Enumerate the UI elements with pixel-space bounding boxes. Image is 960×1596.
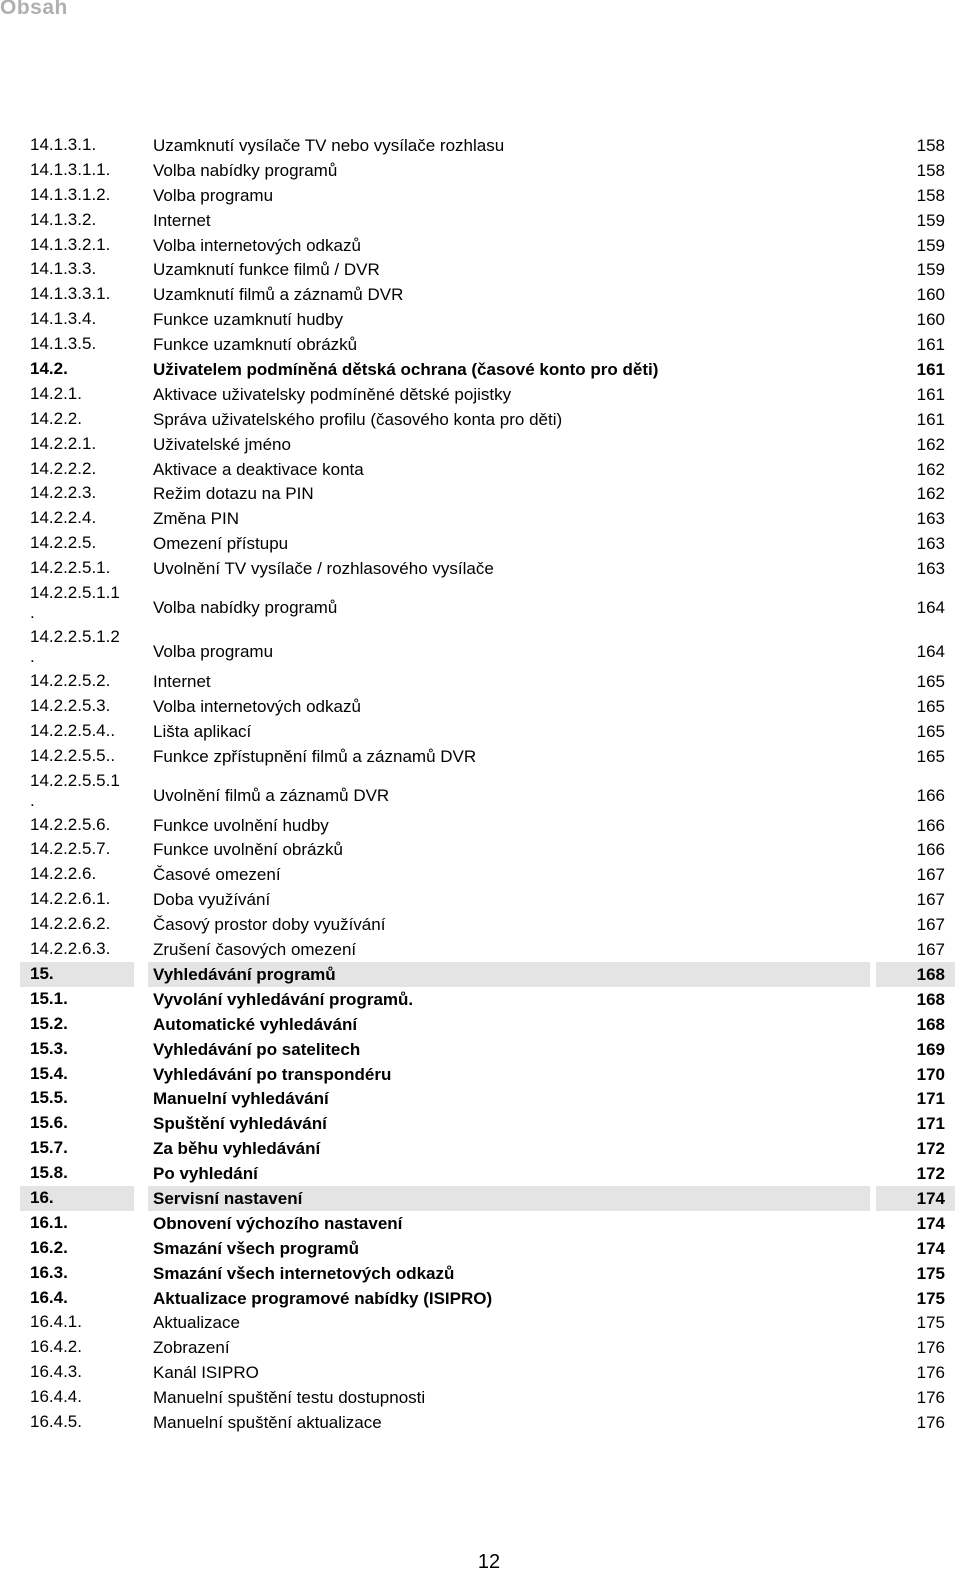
page-number: 12 bbox=[477, 1551, 501, 1573]
toc-entry-number: 14.2.1. bbox=[30, 383, 82, 403]
toc-entry-page: 175 bbox=[916, 1288, 945, 1308]
toc-entry-title: Časový prostor doby využívání bbox=[153, 915, 386, 935]
toc-entry[interactable] bbox=[20, 307, 955, 332]
toc-entry-title: Internet bbox=[153, 672, 211, 692]
toc-entry[interactable] bbox=[20, 1037, 955, 1062]
toc-entry-title: Uživatelem podmíněná dětská ochrana (časové konto pro děti) bbox=[153, 360, 659, 380]
toc-entry-page: 175 bbox=[916, 1313, 945, 1333]
toc-entry-page: 162 bbox=[916, 459, 945, 479]
toc-entry-page: 170 bbox=[916, 1064, 945, 1084]
table-of-contents bbox=[20, 133, 955, 1435]
toc-entry-number: 14.1.3.1.1. bbox=[30, 159, 111, 179]
toc-entry-page: 168 bbox=[916, 1014, 945, 1034]
toc-entry-title: Smazání všech programů bbox=[153, 1238, 359, 1258]
toc-entry[interactable] bbox=[20, 694, 955, 719]
toc-entry-number: 15.7. bbox=[30, 1138, 68, 1158]
toc-entry-page: 167 bbox=[916, 940, 945, 960]
toc-entry-page: 168 bbox=[916, 989, 945, 1009]
toc-entry-page: 159 bbox=[916, 260, 945, 280]
toc-entry-title: Aktualizace bbox=[153, 1313, 240, 1333]
toc-entry-number: 16. bbox=[30, 1187, 54, 1207]
toc-entry[interactable] bbox=[20, 744, 955, 769]
toc-entry-title: Aktivace a deaktivace konta bbox=[153, 459, 364, 479]
toc-entry-page: 167 bbox=[916, 865, 945, 885]
toc-entry[interactable] bbox=[20, 1086, 955, 1111]
toc-entry-title: Manuelní spuštění aktualizace bbox=[153, 1412, 382, 1432]
toc-entry-title: Časové omezení bbox=[153, 865, 281, 885]
toc-entry-page: 171 bbox=[916, 1089, 945, 1109]
toc-entry[interactable] bbox=[20, 133, 955, 158]
toc-entry[interactable] bbox=[20, 1062, 955, 1087]
toc-entry-number: 16.1. bbox=[30, 1212, 68, 1232]
toc-entry-title: Kanál ISIPRO bbox=[153, 1363, 259, 1383]
toc-entry-number: 14.2.2.5.3. bbox=[30, 695, 111, 715]
toc-entry[interactable] bbox=[20, 332, 955, 357]
toc-entry-title: Volba programu bbox=[153, 642, 274, 662]
toc-entry[interactable] bbox=[20, 257, 955, 282]
toc-entry-title: Volba internetových odkazů bbox=[153, 696, 361, 716]
toc-entry-title: Obnovení výchozího nastavení bbox=[153, 1213, 403, 1233]
toc-entry[interactable] bbox=[20, 158, 955, 183]
toc-entry-number: 16.3. bbox=[30, 1262, 68, 1282]
toc-entry-page: 174 bbox=[916, 1213, 945, 1233]
toc-entry[interactable] bbox=[20, 581, 955, 625]
toc-entry-number: 14.1.3.5. bbox=[30, 334, 97, 354]
toc-entry-page: 166 bbox=[916, 815, 945, 835]
toc-entry-page: 174 bbox=[916, 1188, 945, 1208]
toc-entry-page: 165 bbox=[916, 672, 945, 692]
toc-entry[interactable] bbox=[20, 987, 955, 1012]
toc-entry-number: 14.1.3.2. bbox=[30, 209, 97, 229]
toc-entry-number: 15.3. bbox=[30, 1038, 68, 1058]
toc-entry[interactable] bbox=[20, 183, 955, 208]
toc-entry-number: 14.1.3.1. bbox=[30, 135, 97, 154]
toc-entry-page: 161 bbox=[916, 384, 945, 404]
toc-entry-title: Internet bbox=[153, 210, 211, 230]
toc-entry-title: Po vyhledání bbox=[153, 1164, 258, 1184]
toc-entry-number: 14.2.2.3. bbox=[30, 483, 97, 503]
toc-entry-title: Aktivace uživatelsky podmíněné dětské pojistky bbox=[153, 384, 512, 404]
toc-entry[interactable] bbox=[20, 208, 955, 233]
toc-entry-number: 15.5. bbox=[30, 1088, 68, 1108]
toc-entry[interactable] bbox=[20, 282, 955, 307]
toc-entry-title: Uzamknutí filmů a záznamů DVR bbox=[153, 285, 404, 305]
toc-entry[interactable] bbox=[20, 1310, 955, 1335]
toc-entry-page: 176 bbox=[916, 1363, 945, 1383]
toc-entry[interactable] bbox=[20, 719, 955, 744]
toc-entry-page: 158 bbox=[916, 160, 945, 180]
toc-entry-page: 172 bbox=[916, 1164, 945, 1184]
toc-entry-page: 174 bbox=[916, 1238, 945, 1258]
toc-entry[interactable] bbox=[20, 357, 955, 382]
toc-entry-title: Uvolnění filmů a záznamů DVR bbox=[153, 785, 390, 805]
toc-entry[interactable] bbox=[20, 1136, 955, 1161]
toc-entry[interactable] bbox=[20, 556, 955, 581]
toc-entry-page: 161 bbox=[916, 360, 945, 380]
toc-entry-number: 14.2.2.4. bbox=[30, 508, 97, 528]
toc-entry-title: Vyhledávání po satelitech bbox=[153, 1039, 361, 1059]
toc-entry-title: Manuelní spuštění testu dostupnosti bbox=[153, 1388, 426, 1408]
toc-entry[interactable] bbox=[20, 1360, 955, 1385]
toc-entry-page: 175 bbox=[916, 1263, 945, 1283]
toc-entry-number: 14.2.2.5.5.1 . bbox=[30, 770, 120, 810]
toc-entry-title: Zrušení časových omezení bbox=[153, 940, 357, 960]
toc-entry[interactable] bbox=[20, 887, 955, 912]
toc-entry-number: 14.2.2.5. bbox=[30, 533, 97, 553]
toc-entry-number: 14.2.2.5.1.1 . bbox=[30, 583, 120, 623]
toc-entry[interactable] bbox=[20, 1161, 955, 1186]
toc-entry-title: Omezení přístupu bbox=[153, 534, 289, 554]
toc-entry-page: 172 bbox=[916, 1139, 945, 1159]
toc-entry-number: 15.6. bbox=[30, 1113, 68, 1133]
toc-entry-page: 163 bbox=[916, 509, 945, 529]
toc-entry-number: 15.1. bbox=[30, 988, 68, 1008]
toc-entry-page: 165 bbox=[916, 746, 945, 766]
toc-entry-title: Funkce zpřístupnění filmů a záznamů DVR bbox=[153, 746, 477, 766]
toc-entry-page: 164 bbox=[916, 598, 945, 618]
toc-entry[interactable] bbox=[20, 1236, 955, 1261]
toc-entry[interactable] bbox=[20, 912, 955, 937]
toc-entry-number: 14.1.3.3.1. bbox=[30, 284, 111, 304]
toc-entry[interactable] bbox=[20, 769, 955, 813]
toc-entry[interactable] bbox=[20, 1111, 955, 1136]
toc-entry-number: 16.4.1. bbox=[30, 1312, 82, 1332]
toc-entry-number: 16.4.3. bbox=[30, 1362, 82, 1382]
toc-entry-number: 16.4.5. bbox=[30, 1411, 82, 1431]
toc-entry-number: 16.2. bbox=[30, 1237, 68, 1257]
toc-entry[interactable] bbox=[20, 625, 955, 669]
toc-entry[interactable] bbox=[20, 1186, 955, 1211]
toc-entry-page: 176 bbox=[916, 1388, 945, 1408]
toc-entry-page: 158 bbox=[916, 185, 945, 205]
toc-entry-title: Uzamknutí funkce filmů / DVR bbox=[153, 260, 380, 280]
toc-entry-title: Volba programu bbox=[153, 185, 274, 205]
toc-entry[interactable] bbox=[20, 407, 955, 432]
toc-entry-number: 14.2.2.5.1. bbox=[30, 558, 111, 578]
toc-entry-page: 166 bbox=[916, 840, 945, 860]
toc-entry-title: Vyvolání vyhledávání programů. bbox=[153, 989, 414, 1009]
toc-entry-page: 176 bbox=[916, 1412, 945, 1432]
toc-entry[interactable] bbox=[20, 432, 955, 457]
toc-entry-title: Vyhledávání po transpondéru bbox=[153, 1064, 392, 1084]
toc-entry-page: 167 bbox=[916, 890, 945, 910]
toc-entry-page: 161 bbox=[916, 409, 945, 429]
toc-entry-page: 163 bbox=[916, 559, 945, 579]
toc-entry-title: Režim dotazu na PIN bbox=[153, 484, 314, 504]
toc-entry[interactable] bbox=[20, 506, 955, 531]
toc-entry-page: 162 bbox=[916, 434, 945, 454]
toc-entry-title: Správa uživatelského profilu (časového konta pro děti) bbox=[153, 409, 563, 429]
toc-entry-number: 14.2.2.6.1. bbox=[30, 889, 111, 909]
toc-entry-number: 14.2. bbox=[30, 359, 68, 379]
toc-entry-title: Uzamknutí vysílače TV nebo vysílače rozhlasu bbox=[153, 136, 505, 155]
toc-entry-page: 160 bbox=[916, 310, 945, 330]
toc-entry-number: 15.2. bbox=[30, 1013, 68, 1033]
toc-entry[interactable] bbox=[20, 1261, 955, 1286]
toc-entry-number: 14.1.3.1.2. bbox=[30, 184, 111, 204]
toc-entry-title: Aktualizace programové nabídky (ISIPRO) bbox=[153, 1288, 493, 1308]
toc-entry-page: 164 bbox=[916, 642, 945, 662]
toc-entry-title: Automatické vyhledávání bbox=[153, 1014, 358, 1034]
toc-entry-page: 165 bbox=[916, 696, 945, 716]
toc-entry-number: 14.2.2.6.3. bbox=[30, 939, 111, 959]
toc-entry-title: Volba internetových odkazů bbox=[153, 235, 361, 255]
toc-entry-number: 16.4.2. bbox=[30, 1337, 82, 1357]
toc-entry-page: 159 bbox=[916, 210, 945, 230]
toc-entry[interactable] bbox=[20, 1410, 955, 1435]
toc-entry-number: 14.2.2.5.4.. bbox=[30, 720, 116, 740]
toc-entry[interactable] bbox=[20, 481, 955, 506]
toc-entry-page: 166 bbox=[916, 785, 945, 805]
toc-entry-title: Uvolnění TV vysílače / rozhlasového vysílače bbox=[153, 559, 494, 579]
toc-entry-title: Manuelní vyhledávání bbox=[153, 1089, 329, 1109]
toc-entry-page: 171 bbox=[916, 1114, 945, 1134]
toc-entry-page: 176 bbox=[916, 1338, 945, 1358]
toc-entry-number: 14.2.2.1. bbox=[30, 433, 97, 453]
toc-entry-title: Funkce uzamknutí hudby bbox=[153, 310, 343, 330]
toc-entry-title: Uživatelské jméno bbox=[153, 434, 291, 454]
toc-entry[interactable] bbox=[20, 531, 955, 556]
toc-entry-page: 169 bbox=[916, 1039, 945, 1059]
header-bar bbox=[0, 0, 960, 32]
toc-entry[interactable] bbox=[20, 1211, 955, 1236]
toc-entry-title: Zobrazení bbox=[153, 1338, 230, 1358]
toc-entry-title: Smazání všech internetových odkazů bbox=[153, 1263, 455, 1283]
toc-entry-page: 162 bbox=[916, 484, 945, 504]
toc-entry-page: 167 bbox=[916, 915, 945, 935]
toc-entry-number: 14.2.2.5.7. bbox=[30, 839, 111, 859]
toc-entry-number: 14.2.2. bbox=[30, 408, 82, 428]
toc-entry-page: 161 bbox=[916, 335, 945, 355]
toc-entry-title: Spuštění vyhledávání bbox=[153, 1114, 327, 1134]
toc-entry-number: 14.2.2.5.5.. bbox=[30, 745, 116, 765]
toc-entry-number: 14.2.2.2. bbox=[30, 458, 97, 478]
toc-entry-number: 14.2.2.5.1.2 . bbox=[30, 627, 120, 667]
toc-entry-title: Lišta aplikací bbox=[153, 721, 252, 741]
toc-entry-title: Funkce uzamknutí obrázků bbox=[153, 335, 358, 355]
toc-entry[interactable] bbox=[20, 1335, 955, 1360]
toc-entry-title: Servisní nastavení bbox=[153, 1188, 303, 1208]
toc-entry-number: 14.1.3.2.1. bbox=[30, 234, 111, 254]
toc-entry[interactable] bbox=[20, 862, 955, 887]
toc-entry-number: 14.2.2.6.2. bbox=[30, 914, 111, 934]
toc-entry-page: 163 bbox=[916, 534, 945, 554]
toc-entry-page: 158 bbox=[916, 136, 945, 155]
toc-entry-title: Funkce uvolnění obrázků bbox=[153, 840, 343, 860]
toc-entry-number: 14.2.2.5.2. bbox=[30, 671, 111, 691]
toc-entry-page: 168 bbox=[916, 964, 945, 984]
toc-entry[interactable] bbox=[20, 233, 955, 258]
toc-entry-page: 159 bbox=[916, 235, 945, 255]
toc-entry[interactable] bbox=[20, 962, 955, 987]
toc-entry-number: 15.8. bbox=[30, 1163, 68, 1183]
toc-entry-title: Volba nabídky programů bbox=[153, 160, 338, 180]
page-heading: Obsah bbox=[0, 0, 68, 19]
toc-entry[interactable] bbox=[20, 457, 955, 482]
toc-entry[interactable] bbox=[20, 937, 955, 962]
toc-entry-page: 160 bbox=[916, 285, 945, 305]
toc-entry-title: Za běhu vyhledávání bbox=[153, 1139, 321, 1159]
toc-entry[interactable] bbox=[20, 837, 955, 862]
toc-entry-title: Volba nabídky programů bbox=[153, 598, 338, 618]
toc-entry-number: 16.4.4. bbox=[30, 1387, 82, 1407]
toc-entry-title: Funkce uvolnění hudby bbox=[153, 815, 329, 835]
toc-entry-number: 14.2.2.5.6. bbox=[30, 814, 111, 834]
toc-entry-title: Vyhledávání programů bbox=[153, 964, 336, 984]
toc-entry-number: 16.4. bbox=[30, 1287, 68, 1307]
toc-entry[interactable] bbox=[20, 1286, 955, 1311]
toc-entry[interactable] bbox=[20, 382, 955, 407]
toc-entry-title: Doba využívání bbox=[153, 890, 271, 910]
toc-entry-page: 165 bbox=[916, 721, 945, 741]
toc-entry-number: 15. bbox=[30, 963, 54, 983]
toc-entry-number: 14.1.3.4. bbox=[30, 309, 97, 329]
toc-entry-number: 14.2.2.6. bbox=[30, 864, 97, 884]
toc-entry[interactable] bbox=[20, 669, 955, 694]
toc-entry[interactable] bbox=[20, 813, 955, 838]
toc-entry[interactable] bbox=[20, 1385, 955, 1410]
toc-entry[interactable] bbox=[20, 1012, 955, 1037]
toc-entry-number: 14.1.3.3. bbox=[30, 259, 97, 279]
toc-entry-number: 15.4. bbox=[30, 1063, 68, 1083]
toc-entry-title: Změna PIN bbox=[153, 509, 239, 529]
